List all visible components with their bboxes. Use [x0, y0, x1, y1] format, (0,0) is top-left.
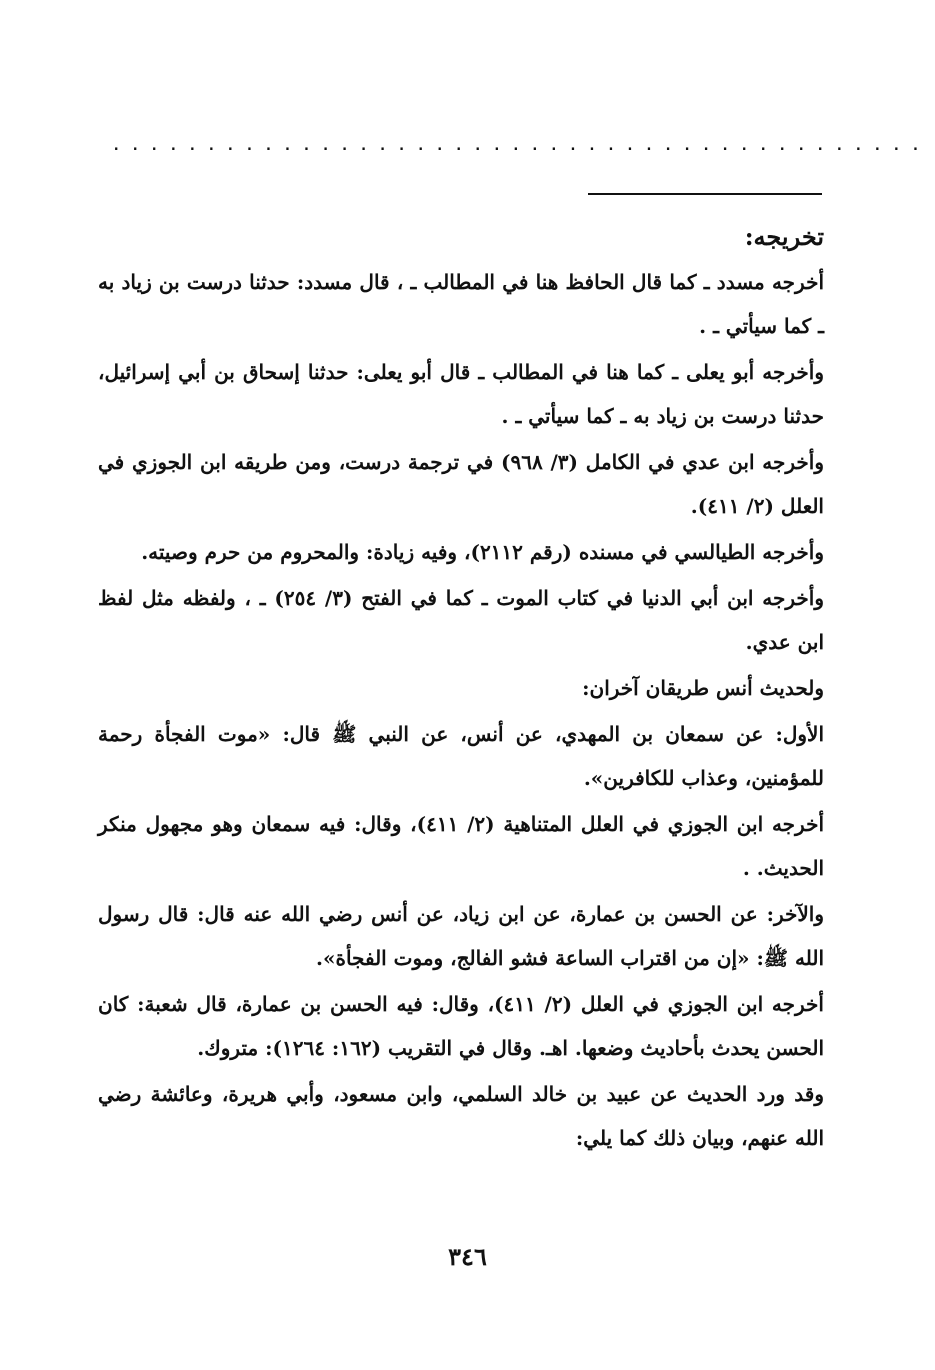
- paragraph-first-route-source: أخرجه ابن الجوزي في العلل المتناهية (٢/ ٤١١)، وقال: فيه سمعان وهو مجهول منكر الحديث. .: [98, 812, 824, 880]
- paragraph-tayalisi: وأخرجه الطيالسي في مسنده (رقم ٢١١٢)، وفيه زيادة: والمحروم من حرم وصيته.: [141, 540, 824, 564]
- paragraph-second-route: والآخر: عن الحسن بن عمارة، عن ابن زياد، عن أنس رضي الله عنه قال: قال رسول الله ﷺ: «إن من اقتراب الساعة فشو الفالج، وموت الفجأة».: [98, 902, 824, 970]
- paragraph-two-routes: ولحديث أنس طريقان آخران:: [582, 676, 824, 700]
- paragraph-abu-yala: وأخرجه أبو يعلى ـ كما هنا في المطالب ـ قال أبو يعلى: حدثنا إسحاق بن أبي إسرائيل، حدثنا درست بن زياد به ـ كما سيأتي ـ .: [98, 360, 824, 428]
- separator-dots: ...........................................: [112, 138, 931, 154]
- footnote-rule: [588, 193, 822, 195]
- paragraph-second-route-source: أخرجه ابن الجوزي في العلل (٢/ ٤١١)، وقال: فيه الحسن بن عمارة، قال شعبة: كان الحسن يحدث بأحاديث وضعها. اهـ. وقال في التقريب (١٦٢: ١٢٦٤): متروك.: [98, 992, 824, 1060]
- paragraph-ibn-adi: وأخرجه ابن عدي في الكامل (٣/ ٩٦٨) في ترجمة درست، ومن طريقه ابن الجوزي في العلل (٢/ ٤١١).: [98, 450, 824, 518]
- page-number: ٣٤٦: [448, 1242, 487, 1271]
- page-body: [98, 218, 824, 1162]
- paragraph-first-route: الأول: عن سمعان بن المهدي، عن أنس، عن النبي ﷺ قال: «موت الفجأة رحمة للمؤمنين، وعذاب للكافرين».: [98, 722, 824, 790]
- paragraph-other-narrations: وقد ورد الحديث عن عبيد بن خالد السلمي، وابن مسعود، وأبي هريرة، وعائشة رضي الله عنهم، وبيان ذلك كما يلي:: [98, 1082, 824, 1150]
- paragraph-musaddad: أخرجه مسدد ـ كما قال الحافظ هنا في المطالب ـ ، قال مسدد: حدثنا درست بن زياد به ـ كما سيأتي ـ .: [98, 270, 824, 338]
- paragraph-ibn-abi-dunya: وأخرجه ابن أبي الدنيا في كتاب الموت ـ كما في الفتح (٣/ ٢٥٤) ـ ، ولفظه مثل لفظ ابن عدي.: [98, 586, 824, 654]
- section-heading: تخريجه:: [744, 222, 824, 251]
